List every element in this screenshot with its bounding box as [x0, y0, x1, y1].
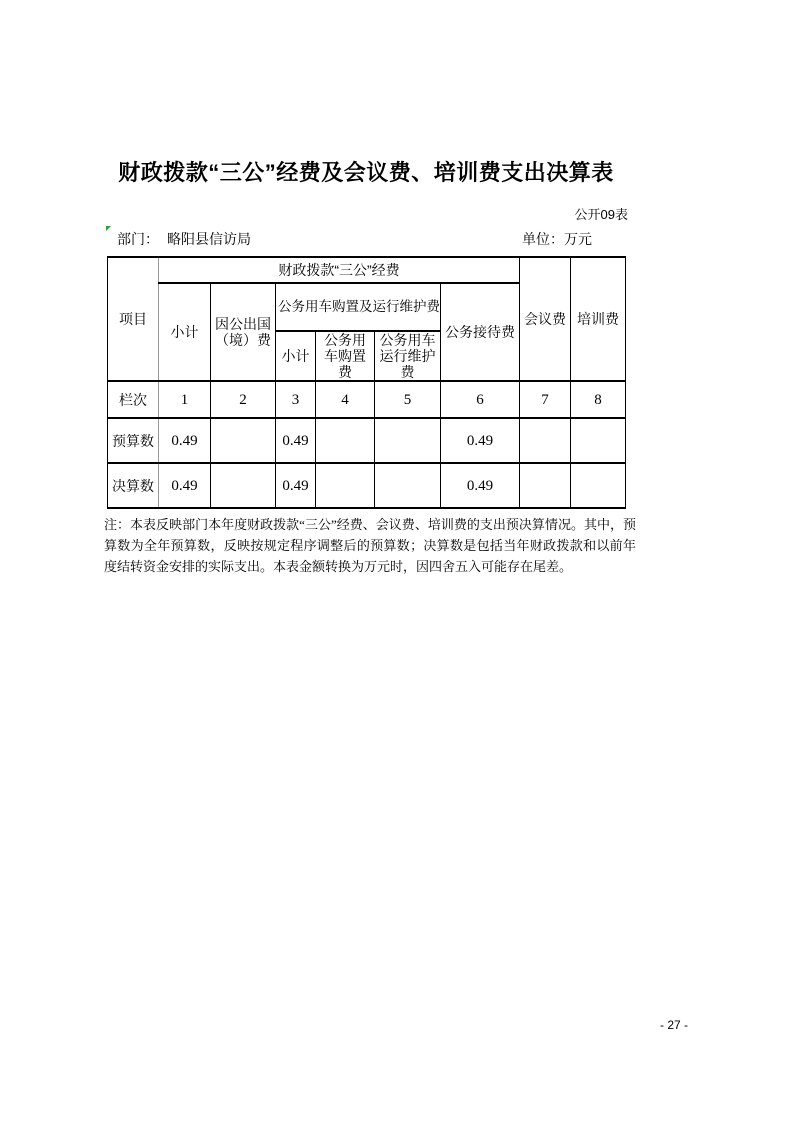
header-cell-meeting-fee: 会议费: [520, 257, 571, 381]
expenditure-table: [107, 256, 626, 509]
table-cell: 7: [520, 381, 571, 418]
table-cell: 8: [571, 381, 626, 418]
table-cell: 0.49: [276, 418, 316, 463]
table-cell: 1: [159, 381, 211, 418]
header-cell-vehicle-maintenance-fee: 公务用车运行维护费: [375, 331, 441, 381]
header-cell-subtotal: 小计: [159, 283, 211, 381]
table-row-final: [108, 463, 626, 508]
header-cell-vehicle-purchase-fee: 公务用车购置费: [316, 331, 375, 381]
department-field: [117, 229, 251, 249]
table-cell: [375, 463, 441, 508]
footnote: 注：本表反映部门本年度财政拨款“三公”经费、会议费、培训费的支出预决算情况。其中，预算数为全年预算数，反映按规定程序调整后的预算数；决算数是包括当年财政拨款和以前年度结转资金安排的实际支出。本表金额转换为万元时，因四舍五入可能存在尾差。: [104, 517, 636, 574]
header-cell-training-fee: 培训费: [571, 257, 626, 381]
row-label: 决算数: [108, 463, 159, 508]
table-row-column-index: [108, 381, 626, 418]
header-cell-sangong-group: 财政拨款“三公”经费: [159, 257, 520, 283]
green-artifact-mark: [106, 226, 111, 231]
table-cell: 0.49: [441, 463, 520, 508]
table-cell: [211, 418, 276, 463]
table-cell: [375, 418, 441, 463]
row-label: 预算数: [108, 418, 159, 463]
header-cell-vehicle-subtotal: 小计: [276, 331, 316, 381]
table-cell: [571, 418, 626, 463]
page-title: 财政拨款“三公”经费及会议费、培训费支出决算表: [118, 160, 614, 185]
table-cell: 4: [316, 381, 375, 418]
department-label: 部门：: [117, 231, 159, 247]
table-cell: 0.49: [159, 463, 211, 508]
table-cell: 0.49: [159, 418, 211, 463]
form-code: 公开09表: [574, 207, 628, 222]
table-cell: 5: [375, 381, 441, 418]
table-cell: [316, 463, 375, 508]
header-cell-reception-fee: 公务接待费: [441, 283, 520, 381]
header-cell-item: 项目: [108, 257, 159, 381]
table-cell: 3: [276, 381, 316, 418]
table-cell: 0.49: [276, 463, 316, 508]
unit-label: 单位：万元: [522, 231, 592, 247]
row-label: 栏次: [108, 381, 159, 418]
department-name: 略阳县信访局: [167, 231, 251, 247]
table-cell: [571, 463, 626, 508]
table-cell: 2: [211, 381, 276, 418]
meta-line: [117, 229, 625, 249]
table-cell: [520, 463, 571, 508]
table-cell: 0.49: [441, 418, 520, 463]
table-cell: 6: [441, 381, 520, 418]
page-number: - 27 -: [660, 1018, 689, 1032]
table-cell: [316, 418, 375, 463]
table-cell: [211, 463, 276, 508]
header-cell-abroad-fee: 因公出国（境）费: [211, 283, 276, 381]
header-cell-vehicle-group: 公务用车购置及运行维护费: [276, 283, 441, 331]
table-row-budget: [108, 418, 626, 463]
table-cell: [520, 418, 571, 463]
